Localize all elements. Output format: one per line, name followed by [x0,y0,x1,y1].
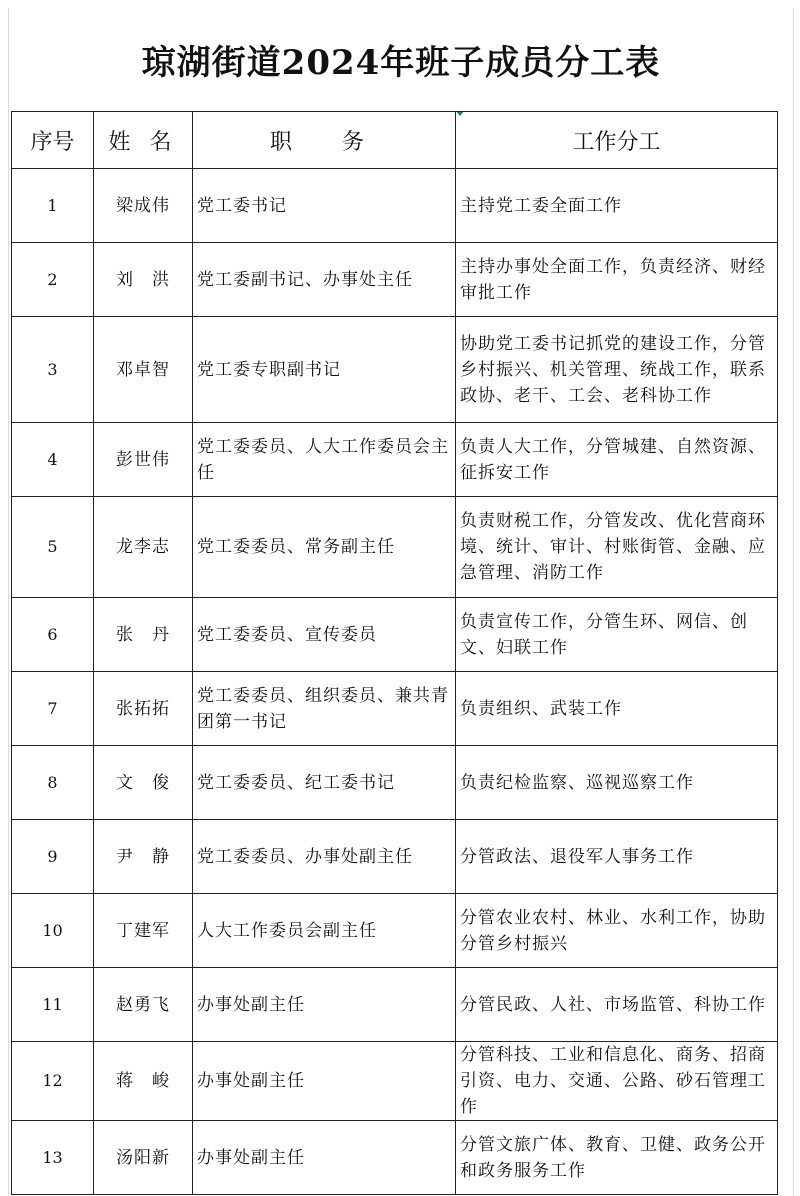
row-duty: 分管政法、退役军人事务工作 [456,820,778,894]
table-row [12,1121,778,1195]
row-duty: 主持办事处全面工作，负责经济、财经审批工作 [456,243,778,317]
row-position: 党工委委员、人大工作委员会主任 [193,423,456,497]
row-seq: 11 [12,968,94,1042]
row-name: 蒋 峻 [94,1042,193,1121]
header-seq: 序号 [12,112,94,169]
row-name: 张 丹 [94,598,193,672]
row-seq: 12 [12,1042,94,1121]
table-row [12,317,778,423]
table-row [12,497,778,598]
table-row [12,968,778,1042]
row-name: 文 俊 [94,746,193,820]
row-duty: 分管文旅广体、教育、卫健、政务公开和政务服务工作 [456,1121,778,1195]
row-position: 办事处副主任 [193,1121,456,1195]
row-position: 党工委副书记、办事处主任 [193,243,456,317]
row-position: 党工委委员、常务副主任 [193,497,456,598]
table-row [12,820,778,894]
row-position: 党工委书记 [193,169,456,243]
table-row [12,243,778,317]
header-name: 姓 名 [94,112,193,169]
row-name: 汤阳新 [94,1121,193,1195]
row-duty: 负责宣传工作，分管生环、网信、创文、妇联工作 [456,598,778,672]
table-row [12,423,778,497]
row-name: 丁建军 [94,894,193,968]
row-position: 党工委委员、办事处副主任 [193,820,456,894]
row-seq: 9 [12,820,94,894]
header-position: 职 务 [193,112,456,169]
row-position: 党工委委员、纪工委书记 [193,746,456,820]
row-name: 龙李志 [94,497,193,598]
row-position: 党工委专职副书记 [193,317,456,423]
header-duty: 工作分工 [456,112,778,169]
row-duty: 分管科技、工业和信息化、商务、招商引资、电力、交通、公路、砂石管理工作 [456,1042,778,1121]
row-position: 党工委委员、组织委员、兼共青团第一书记 [193,672,456,746]
row-position: 办事处副主任 [193,1042,456,1121]
row-seq: 13 [12,1121,94,1195]
row-seq: 7 [12,672,94,746]
row-name: 彭世伟 [94,423,193,497]
table-row [12,598,778,672]
row-position: 人大工作委员会副主任 [193,894,456,968]
row-position: 党工委委员、宣传委员 [193,598,456,672]
row-duty: 负责纪检监察、巡视巡察工作 [456,746,778,820]
row-name: 梁成伟 [94,169,193,243]
row-name: 刘 洪 [94,243,193,317]
row-seq: 8 [12,746,94,820]
row-seq: 2 [12,243,94,317]
row-name: 尹 静 [94,820,193,894]
row-seq: 10 [12,894,94,968]
table-row [12,1042,778,1121]
row-duty: 主持党工委全面工作 [456,169,778,243]
row-name: 赵勇飞 [94,968,193,1042]
row-name: 张拓拓 [94,672,193,746]
row-name: 邓卓智 [94,317,193,423]
table-row [12,169,778,243]
row-duty: 负责财税工作，分管发改、优化营商环境、统计、审计、村账街管、金融、应急管理、消防工作 [456,497,778,598]
table-row [12,894,778,968]
table-row [12,672,778,746]
row-seq: 3 [12,317,94,423]
table-header-row [12,112,778,169]
row-duty: 负责组织、武装工作 [456,672,778,746]
table-row [12,746,778,820]
row-duty: 负责人大工作，分管城建、自然资源、征拆安工作 [456,423,778,497]
row-seq: 1 [12,169,94,243]
row-seq: 4 [12,423,94,497]
row-duty: 协助党工委书记抓党的建设工作，分管乡村振兴、机关管理、统战工作，联系政协、老干、工会、老科协工作 [456,317,778,423]
document-sheet [8,8,794,1196]
row-seq: 6 [12,598,94,672]
row-seq: 5 [12,497,94,598]
assignment-table [11,111,778,1195]
row-position: 办事处副主任 [193,968,456,1042]
row-duty: 分管农业农村、林业、水利工作，协助分管乡村振兴 [456,894,778,968]
row-duty: 分管民政、人社、市场监管、科协工作 [456,968,778,1042]
page-title: 琼湖街道2024年班子成员分工表 [141,42,661,83]
